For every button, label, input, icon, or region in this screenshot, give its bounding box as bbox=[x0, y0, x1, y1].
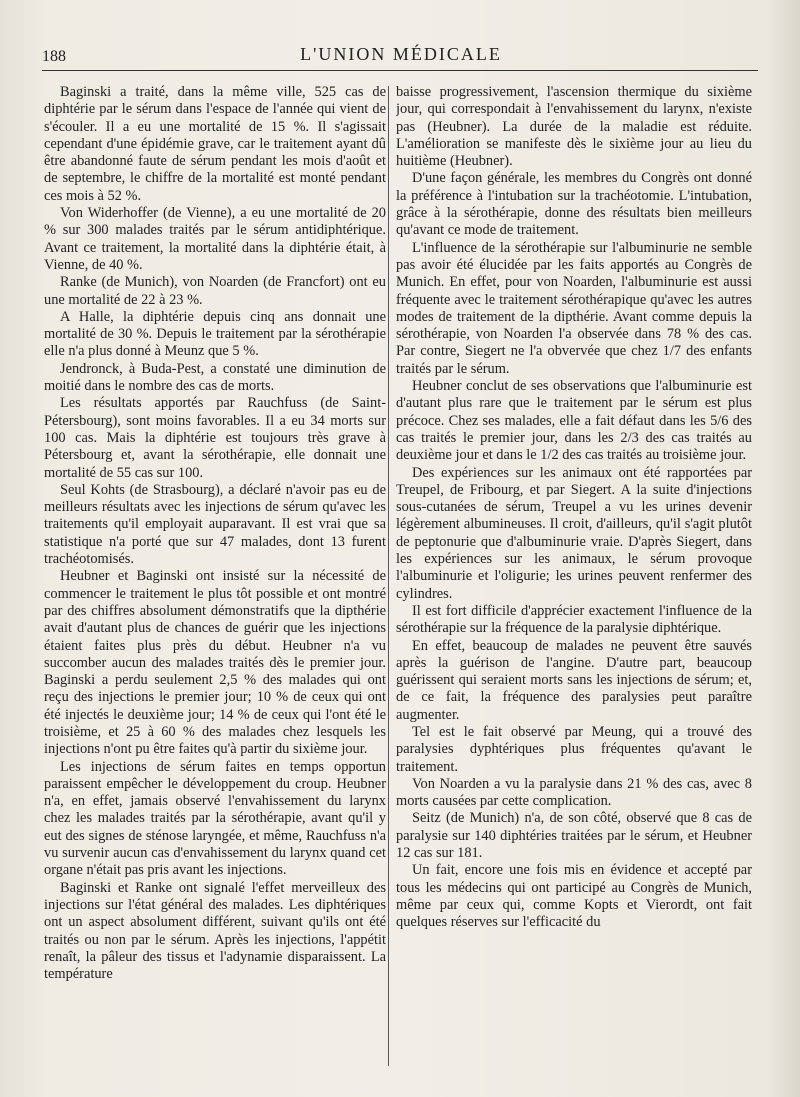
paragraph: Ranke (de Munich), von Noarden (de Francfort) ont eu une mortalité de 22 à 23 %. bbox=[44, 274, 386, 308]
paragraph: A Halle, la diphtérie depuis cinq ans donnait une mortalité de 30 %. Depuis le traitement par la sérothérapie elle n'a plus donné à Meunz que 5 %. bbox=[44, 308, 386, 360]
column-divider bbox=[388, 86, 389, 1066]
paragraph: Seul Kohts (de Strasbourg), a déclaré n'avoir pas eu de meilleurs résultats avec les injections de sérum qu'avec les traitements qu'il employait auparavant. Il est vrai que sa statistique n'a porté que sur 47 malades, dont 13 furent trachéotomisés. bbox=[44, 481, 386, 568]
paragraph: Von Noarden a vu la paralysie dans 21 % des cas, avec 8 morts causées par cette complication. bbox=[396, 775, 752, 810]
paragraph: Baginski a traité, dans la même ville, 525 cas de diphtérie par le sérum dans l'espace de l'année qui vient de s'écouler. Il a eu une mortalité de 15 %. Il s'agissait cependant d'une épidémie grave, car le traitement ayant dû être abandonné faute de sérum pendant les mois d'août et de septembre, le chiffre de la mortalité est monté pendant ces mois à 52 %. bbox=[44, 84, 386, 204]
paragraph: Les injections de sérum faites en temps opportun paraissent empêcher le développement du croup. Heubner n'a, en effet, jamais observé l'envahissement du larynx chez les malades traités par la sérothérapie, avant qu'il y eut des signes de sténose laryngée, et même, Rauchfuss n'a vu survenir aucun cas d'envahissement du larynx quand cet organe n'était pas pris avant les injections. bbox=[44, 758, 386, 879]
left-column bbox=[44, 84, 386, 1074]
paragraph: Il est fort difficile d'apprécier exactement l'influence de la sérothérapie sur la fréquence de la paralysie diphtérique. bbox=[396, 602, 752, 637]
right-column bbox=[396, 84, 752, 1074]
paragraph: Un fait, encore une fois mis en évidence et accepté par tous les médecins qui ont participé au Congrès de Munich, même par ceux qui, comme Kopts et Vierordt, ont fait quelques réserves sur l'efficacité du bbox=[396, 862, 752, 931]
journal-title: L'UNION MÉDICALE bbox=[300, 44, 502, 64]
page-header bbox=[42, 40, 760, 70]
paragraph: D'une façon générale, les membres du Congrès ont donné la préférence à l'intubation sur la trachéotomie. L'intubation, grâce à la sérothérapie, donne des résultats bien meilleurs qu'avant ce mode de traitement. bbox=[396, 170, 752, 239]
paragraph: Heubner conclut de ses observations que l'albuminurie est d'autant plus rare que le traitement par le sérum est plus précoce. Chez ses malades, elle a fait défaut dans les 5/6 des cas traités le premier jour, dans les 2/3 des cas traités au deuxième jour et dans le 1/2 des cas traités au troisième jour. bbox=[396, 378, 752, 464]
paragraph: L'influence de la sérothérapie sur l'albuminurie ne semble pas avoir été élucidée par les faits apportés au Congrès de Munich. En effet, pour von Noarden, l'albuminurie est aussi fréquente avec le traitement sérothérapique qu'avec les autres modes de traitement de la dipthérie. Avant comme depuis la sérothérapie, von Noarden l'a observée dans 78 % des cas. Par contre, Siegert ne l'a obvervée que chez 1/7 des enfants traités par le sérum. bbox=[396, 239, 752, 377]
header-rule bbox=[42, 70, 758, 71]
paragraph: Baginski et Ranke ont signalé l'effet merveilleux des injections sur l'état général des malades. Les diphtériques ont un aspect absolument différent, suivant qu'ils ont été traités ou non par le sérum. Après les injections, l'appétit renaît, la pâleur des tissus et l'adynamie disparaissent. La température bbox=[44, 879, 386, 983]
paragraph: Des expériences sur les animaux ont été rapportées par Treupel, de Fribourg, et par Siegert. A la suite d'injections sous-cutanées de sérum, Treupel a vu les urines devenir légèrement albumineuses. Il croit, d'ailleurs, qu'il s'agit plutôt de peptonurie que d'albuminurie vraie. D'après Siegert, dans les expériences sur les animaux, le sérum provoque l'albuminurie et l'oligurie; les urines peuvent renfermer des cylindres. bbox=[396, 464, 752, 602]
paragraph: Jendronck, à Buda-Pest, a constaté une diminution de moitié dans le nombre des cas de morts. bbox=[44, 360, 386, 395]
page-number: 188 bbox=[42, 48, 66, 65]
paragraph: Seitz (de Munich) n'a, de son côté, observé que 8 cas de paralysie sur 140 diphtéries traitées par le sérum, et Heubner 12 cas sur 181. bbox=[396, 810, 752, 862]
paragraph: En effet, beaucoup de malades ne peuvent être sauvés après la guérison de l'angine. D'autre part, beaucoup guérissent qui seraient morts sans les injections de sérum; et, de ce fait, la fréquence des paralysies peut paraître augmenter. bbox=[396, 637, 752, 723]
paragraph: Heubner et Baginski ont insisté sur la nécessité de commencer le traitement le plus tôt possible et ont montré par des chiffres absolument démonstratifs que la dipthérie avait d'autant plus de chances de guérir que les injections étaient faites plus près du début. Heubner n'a vu succomber aucun des malades traités dès le premier jour. Baginski a perdu seulement 2,5 % des malades qui ont reçu des injections le premier jour; 10 % de ceux qui ont été injectés le deuxième jour; 14 % de ceux qui l'ont été le troisième, et 25 à 60 % des malades chez lesquels les injections n'ont pu être faites qu'à partir du sixième jour. bbox=[44, 568, 386, 758]
paragraph: Tel est le fait observé par Meung, qui a trouvé des paralysies dyphtériques plus fréquentes qu'avant le traitement. bbox=[396, 723, 752, 775]
paragraph: Von Widerhoffer (de Vienne), a eu une mortalité de 20 % sur 300 malades traités par le sérum antidiphtérique. Avant ce traitement, la mortalité dans la diphtérie était, à Vienne, de 40 %. bbox=[44, 205, 386, 273]
paragraph: baisse progressivement, l'ascension thermique du sixième jour, qui correspondait à l'envahissement du larynx, n'existe pas (Heubner). La durée de la maladie est réduite. L'amélioration se manifeste dès le sixième jour au lieu du huitième (Heubner). bbox=[396, 84, 752, 170]
paragraph: Les résultats apportés par Rauchfuss (de Saint-Pétersbourg), sont moins favorables. Il a eu 34 morts sur 100 cas. Mais la diphtérie est toujours très grave à Pétersbourg et, avant la sérothérapie, elle donnait une mortalité de 55 cas sur 100. bbox=[44, 395, 386, 481]
